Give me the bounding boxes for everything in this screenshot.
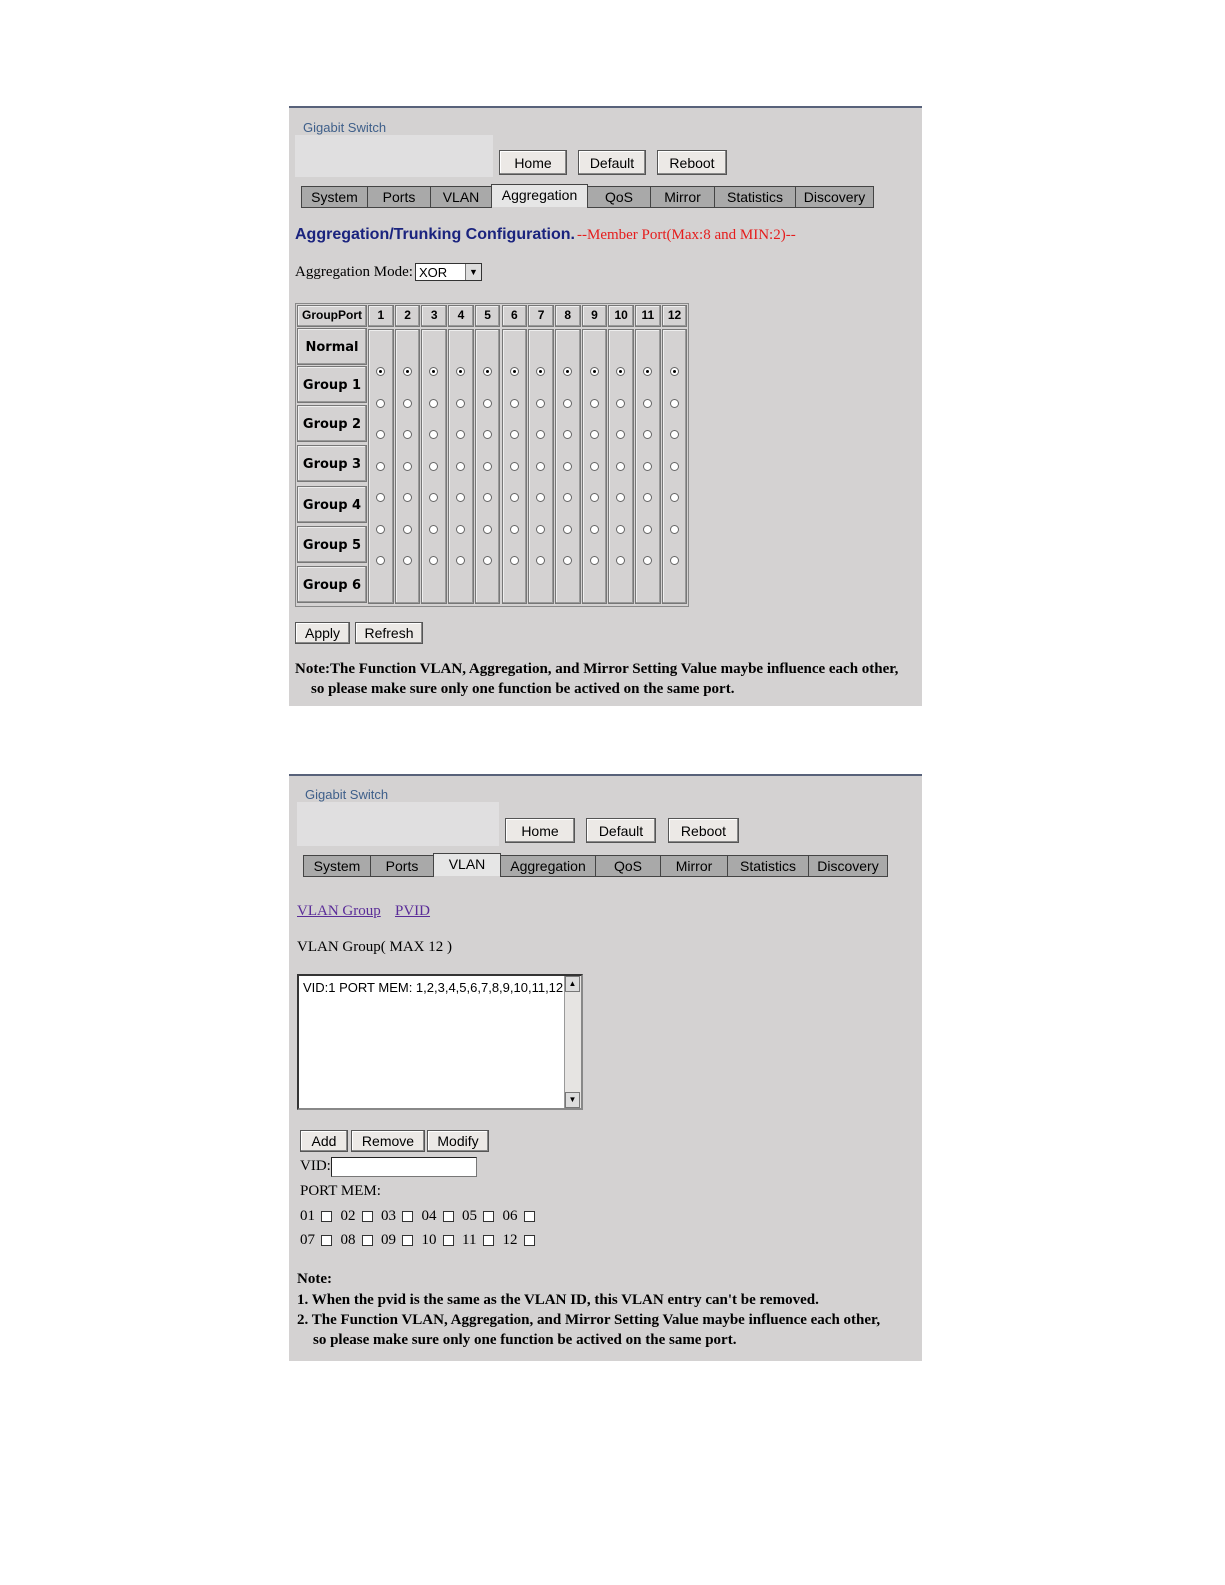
port-group-radio[interactable] xyxy=(563,430,572,439)
scrollbar[interactable] xyxy=(564,976,581,1108)
port-group-radio[interactable] xyxy=(403,556,412,565)
aggregation-mode-value: XOR xyxy=(419,265,448,280)
port-checkbox[interactable] xyxy=(443,1211,454,1222)
reboot-button[interactable]: Reboot xyxy=(657,150,727,175)
port-label: 06 xyxy=(502,1208,518,1224)
note-line-2: 2. The Function VLAN, Aggregation, and Mirror Setting Value maybe influence each other, xyxy=(297,1312,881,1328)
port-header: 4 xyxy=(448,305,474,327)
port-group-radio[interactable] xyxy=(563,493,572,502)
vid-input[interactable] xyxy=(331,1157,477,1177)
port-group-radio[interactable] xyxy=(590,399,599,408)
port-group-radio[interactable] xyxy=(403,525,412,534)
tab-system[interactable]: System xyxy=(303,855,371,877)
port-group-radio[interactable] xyxy=(483,399,492,408)
group-button-group-4[interactable]: Group 4 xyxy=(297,486,367,523)
port-checkbox[interactable] xyxy=(362,1235,373,1246)
port-group-radio[interactable] xyxy=(376,525,385,534)
port-group-radio[interactable] xyxy=(403,399,412,408)
port-group-radio[interactable] xyxy=(563,367,572,376)
port-checkbox[interactable] xyxy=(362,1211,373,1222)
port-group-radio[interactable] xyxy=(563,462,572,471)
port-header: 10 xyxy=(608,305,634,327)
tab-discovery[interactable]: Discovery xyxy=(808,855,888,877)
port-group-radio[interactable] xyxy=(590,556,599,565)
default-button[interactable]: Default xyxy=(578,150,646,175)
tab-vlan[interactable]: VLAN xyxy=(433,853,501,876)
port-group-radio[interactable] xyxy=(643,399,652,408)
vlan-group-list[interactable] xyxy=(297,974,583,1110)
port-checkbox[interactable] xyxy=(483,1211,494,1222)
aggregation-mode-label: Aggregation Mode: xyxy=(295,264,413,280)
group-button-group-6[interactable]: Group 6 xyxy=(297,566,367,603)
port-label: 11 xyxy=(462,1232,477,1248)
brand-title: Gigabit Switch xyxy=(305,787,389,802)
port-group-radio[interactable] xyxy=(376,556,385,565)
home-button[interactable]: Home xyxy=(499,150,567,175)
note-line-2: so please make sure only one function be actived on the same port. xyxy=(311,681,735,697)
port-group-radio[interactable] xyxy=(483,556,492,565)
port-group-radio[interactable] xyxy=(510,493,519,502)
port-group-radio[interactable] xyxy=(590,462,599,471)
port-header: 12 xyxy=(662,305,688,327)
refresh-button[interactable]: Refresh xyxy=(355,622,423,644)
port-group-radio[interactable] xyxy=(670,525,679,534)
scroll-down-icon[interactable]: ▼ xyxy=(565,1092,580,1108)
port-header: 9 xyxy=(582,305,608,327)
port-group-radio[interactable] xyxy=(510,399,519,408)
group-port-grid xyxy=(295,303,689,607)
port-label: 12 xyxy=(502,1232,518,1248)
port-group-radio[interactable] xyxy=(643,493,652,502)
scroll-up-icon[interactable]: ▲ xyxy=(565,976,580,992)
port-group-radio[interactable] xyxy=(590,367,599,376)
port-label: 01 xyxy=(300,1208,315,1224)
add-button[interactable]: Add xyxy=(300,1130,348,1152)
port-group-radio[interactable] xyxy=(403,493,412,502)
port-header: 11 xyxy=(635,305,661,327)
port-group-radio[interactable] xyxy=(590,525,599,534)
tab-statistics[interactable]: Statistics xyxy=(727,855,809,877)
tab-ports[interactable]: Ports xyxy=(370,855,434,877)
port-group-radio[interactable] xyxy=(643,556,652,565)
list-item[interactable]: VID:1 PORT MEM: 1,2,3,4,5,6,7,8,9,10,11,12 xyxy=(303,980,564,995)
port-checkbox[interactable] xyxy=(402,1235,413,1246)
note-line-1: Note:The Function VLAN, Aggregation, and Mirror Setting Value maybe influence each other, xyxy=(295,661,899,677)
port-group-radio[interactable] xyxy=(670,367,679,376)
modify-button[interactable]: Modify xyxy=(427,1130,489,1152)
group-button-group-2[interactable]: Group 2 xyxy=(297,405,367,442)
group-button-group-3[interactable]: Group 3 xyxy=(297,445,367,482)
port-header: 7 xyxy=(528,305,554,327)
note-line-3: so please make sure only one function be actived on the same port. xyxy=(313,1332,737,1348)
port-group-radio[interactable] xyxy=(670,493,679,502)
port-group-radio[interactable] xyxy=(590,493,599,502)
port-group-radio[interactable] xyxy=(643,367,652,376)
port-group-radio[interactable] xyxy=(563,399,572,408)
tab-statistics[interactable]: Statistics xyxy=(714,186,796,208)
port-group-radio[interactable] xyxy=(376,462,385,471)
brand-title: Gigabit Switch xyxy=(303,120,387,135)
remove-button[interactable]: Remove xyxy=(351,1130,425,1152)
port-group-radio[interactable] xyxy=(376,399,385,408)
port-mem-label: PORT MEM: xyxy=(300,1183,381,1199)
port-group-radio[interactable] xyxy=(403,462,412,471)
group-button-normal[interactable]: Normal xyxy=(297,328,367,365)
aggregation-mode-select[interactable] xyxy=(415,263,482,281)
tab-aggregation[interactable]: Aggregation xyxy=(500,855,596,877)
note-title: Note: xyxy=(297,1271,332,1287)
port-group-radio[interactable] xyxy=(510,556,519,565)
page-title: Aggregation/Trunking Configuration. xyxy=(295,226,575,243)
port-label: 03 xyxy=(381,1208,396,1224)
port-group-radio[interactable] xyxy=(643,430,652,439)
tab-ports[interactable]: Ports xyxy=(367,186,431,208)
port-checkbox[interactable] xyxy=(483,1235,494,1246)
note-line-1: 1. When the pvid is the same as the VLAN ID, this VLAN entry can't be removed. xyxy=(297,1292,819,1308)
port-label: 08 xyxy=(340,1232,356,1248)
port-checkbox[interactable] xyxy=(524,1211,535,1222)
grid-corner-header: GroupPort xyxy=(297,305,367,327)
port-header: 1 xyxy=(368,305,394,327)
port-header: 3 xyxy=(421,305,447,327)
logo-area xyxy=(295,135,493,177)
tab-vlan[interactable]: VLAN xyxy=(430,186,492,208)
vlan-group-link[interactable]: VLAN Group xyxy=(297,903,381,919)
port-checkbox[interactable] xyxy=(402,1211,413,1222)
port-group-radio[interactable] xyxy=(563,525,572,534)
port-header: 8 xyxy=(555,305,581,327)
port-group-radio[interactable] xyxy=(643,525,652,534)
port-checkbox[interactable] xyxy=(321,1235,332,1246)
group-button-group-5[interactable]: Group 5 xyxy=(297,526,367,563)
port-group-radio[interactable] xyxy=(376,430,385,439)
group-button-group-1[interactable]: Group 1 xyxy=(297,366,367,403)
vid-label: VID: xyxy=(300,1158,331,1174)
port-checkbox[interactable] xyxy=(321,1211,332,1222)
tab-qos[interactable]: QoS xyxy=(587,186,651,208)
port-checkbox[interactable] xyxy=(524,1235,535,1246)
port-group-radio[interactable] xyxy=(483,462,492,471)
port-group-radio[interactable] xyxy=(670,399,679,408)
port-header: 2 xyxy=(395,305,421,327)
tab-mirror[interactable]: Mirror xyxy=(660,855,728,877)
vlan-panel xyxy=(289,774,922,1361)
aggregation-panel xyxy=(289,106,922,706)
port-group-radio[interactable] xyxy=(483,430,492,439)
port-group-radio[interactable] xyxy=(403,367,412,376)
reboot-button[interactable]: Reboot xyxy=(668,818,739,843)
default-button[interactable]: Default xyxy=(586,818,656,843)
port-group-radio[interactable] xyxy=(670,430,679,439)
chevron-down-icon: ▼ xyxy=(465,264,481,280)
port-group-radio[interactable] xyxy=(510,367,519,376)
port-header: 6 xyxy=(502,305,528,327)
port-group-radio[interactable] xyxy=(483,493,492,502)
port-label: 07 xyxy=(300,1232,315,1248)
pvid-link[interactable]: PVID xyxy=(395,903,431,919)
port-group-radio[interactable] xyxy=(590,430,599,439)
member-port-hint: --Member Port(Max:8 and MIN:2)-- xyxy=(577,227,796,243)
port-group-radio[interactable] xyxy=(510,430,519,439)
port-group-radio[interactable] xyxy=(483,525,492,534)
tab-discovery[interactable]: Discovery xyxy=(795,186,874,208)
port-label: 05 xyxy=(462,1208,477,1224)
port-group-radio[interactable] xyxy=(510,462,519,471)
port-label: 02 xyxy=(340,1208,356,1224)
home-button[interactable]: Home xyxy=(505,818,575,843)
apply-button[interactable]: Apply xyxy=(295,622,350,644)
vlan-group-title: VLAN Group( MAX 12 ) xyxy=(297,939,452,955)
port-group-radio[interactable] xyxy=(510,525,519,534)
tab-system[interactable]: System xyxy=(301,186,368,208)
port-label: 09 xyxy=(381,1232,396,1248)
logo-area xyxy=(297,802,499,846)
port-group-radio[interactable] xyxy=(376,367,385,376)
port-group-radio[interactable] xyxy=(376,493,385,502)
port-header: 5 xyxy=(475,305,501,327)
port-group-radio[interactable] xyxy=(403,430,412,439)
tab-aggregation[interactable]: Aggregation xyxy=(491,184,588,207)
port-group-radio[interactable] xyxy=(563,556,572,565)
port-checkbox[interactable] xyxy=(443,1235,454,1246)
tab-qos[interactable]: QoS xyxy=(595,855,661,877)
port-label: 04 xyxy=(421,1208,437,1224)
port-label: 10 xyxy=(421,1232,437,1248)
tab-mirror[interactable]: Mirror xyxy=(650,186,715,208)
port-group-radio[interactable] xyxy=(670,556,679,565)
port-group-radio[interactable] xyxy=(670,462,679,471)
port-group-radio[interactable] xyxy=(643,462,652,471)
port-group-radio[interactable] xyxy=(483,367,492,376)
